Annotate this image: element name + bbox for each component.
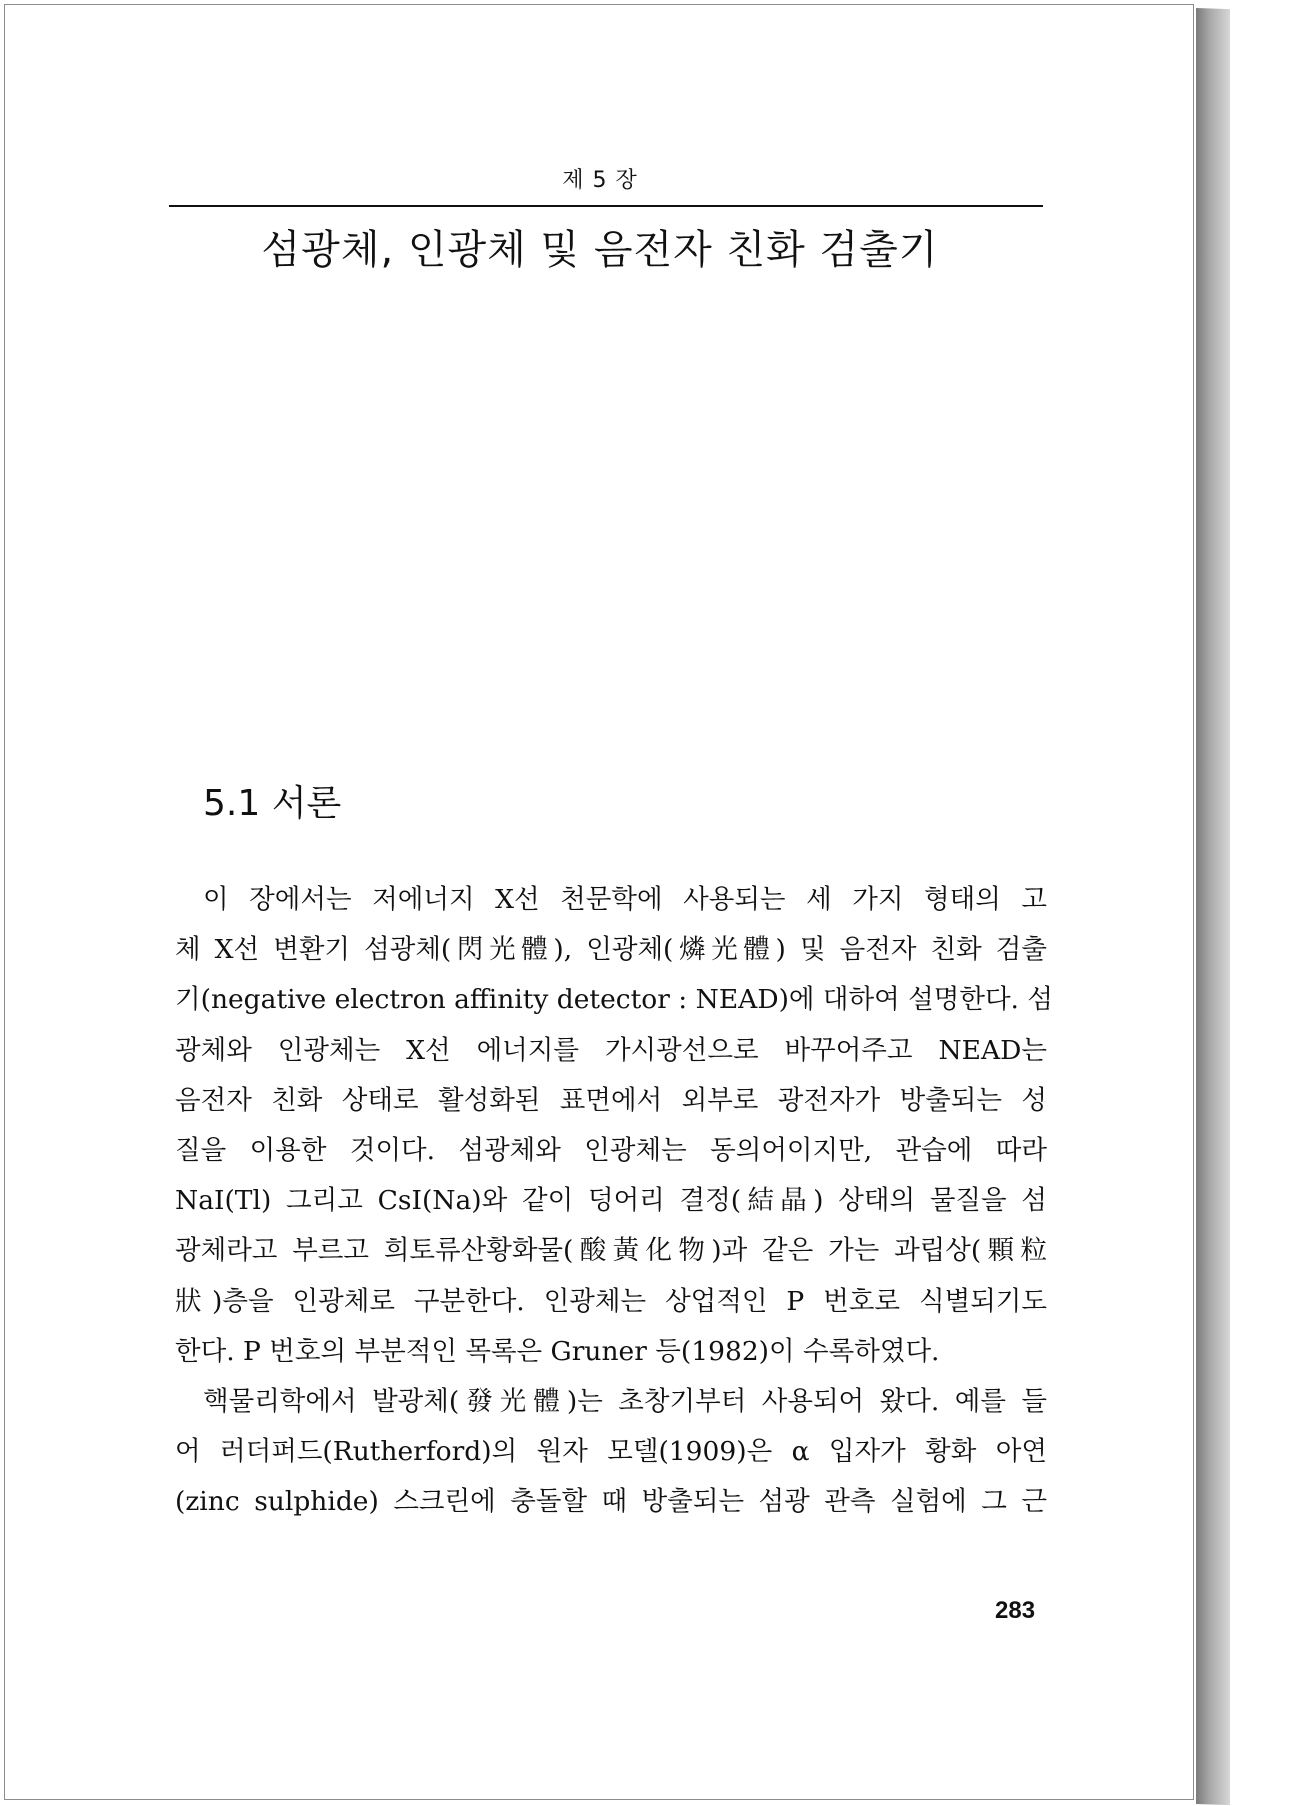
book-page <box>4 4 1194 1800</box>
page-number: 283 <box>995 1597 1036 1624</box>
text-line: 狀)층을 인광체로 구분한다. 인광체는 상업적인 P 번호로 식별되기도 <box>175 1285 1047 1317</box>
text-line: 광체와 인광체는 X선 에너지를 가시광선으로 바꾸어주고 NEAD는 <box>175 1034 1047 1066</box>
chapter-divider <box>169 205 1043 207</box>
text-line: 이 장에서는 저에너지 X선 천문학에 사용되는 세 가지 형태의 고 <box>203 884 1047 915</box>
text-line: 음전자 친화 상태로 활성화된 표면에서 외부로 광전자가 방출되는 성 <box>175 1084 1047 1116</box>
text-line: (zinc sulphide) 스크린에 충돌할 때 방출되는 섬광 관측 실험에 그 근 <box>175 1486 1047 1518</box>
text-line: 광체라고 부르고 희토류산황화물(酸黃化物)과 같은 가는 과립상(顆粒 <box>175 1235 1047 1267</box>
chapter-number: 제 5 장 <box>562 168 638 193</box>
text-line: 핵물리학에서 발광체(發光體)는 초창기부터 사용되어 왔다. 예를 들 <box>203 1385 1047 1417</box>
chapter-title: 섬광체, 인광체 및 음전자 친화 검출기 <box>261 227 939 273</box>
text-line: NaI(Tl) 그리고 CsI(Na)와 같이 덩어리 결정(結晶) 상태의 물질을 섬 <box>175 1185 1047 1217</box>
page-edge-shadow <box>1196 8 1230 1805</box>
text-line: 한다. P 번호의 부분적인 목록은 Gruner 등(1982)이 수록하였다. <box>175 1335 940 1367</box>
body-text <box>175 875 1053 1527</box>
text-line: 체 X선 변환기 섬광체(閃光體), 인광체(燐光體) 및 음전자 친화 검출 <box>175 934 1047 966</box>
section-heading: 5.1 서론 <box>203 783 342 824</box>
text-line: 어 러더퍼드(Rutherford)의 원자 모델(1909)은 α 입자가 황화 아연 <box>175 1436 1047 1468</box>
text-line: 기(negative electron affinity detector : NEAD)에 대하여 설명한다. 섬 <box>175 984 1053 1016</box>
text-line: 질을 이용한 것이다. 섬광체와 인광체는 동의어이지만, 관습에 따라 <box>175 1134 1047 1166</box>
